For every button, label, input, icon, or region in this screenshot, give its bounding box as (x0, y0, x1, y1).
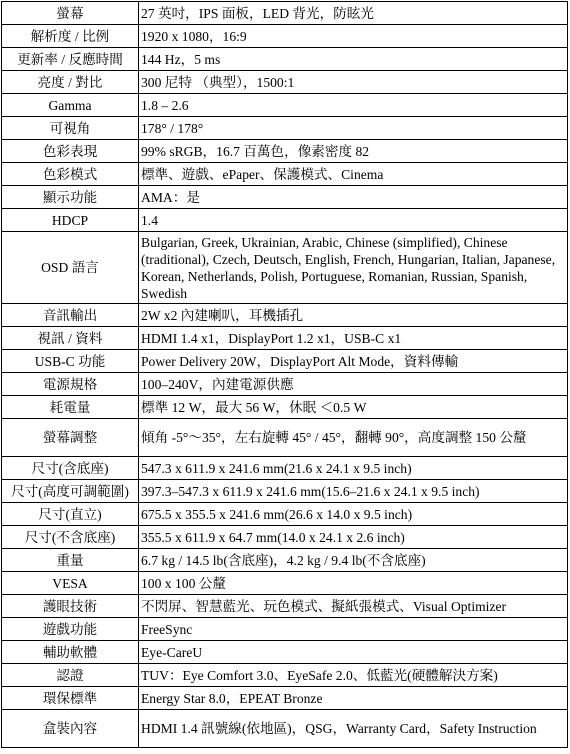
spec-value: 傾角 -5°～35°，左右旋轉 45° / 45°，翻轉 90°，高度調整 150 公釐 (139, 419, 568, 457)
spec-label: 耗電量 (2, 396, 139, 419)
spec-label: 音訊輸出 (2, 304, 139, 327)
spec-label: 護眼技術 (2, 595, 139, 618)
table-row (2, 526, 568, 549)
spec-label: 尺寸(高度可調範圍) (2, 480, 139, 503)
table-row (2, 2, 568, 25)
spec-value: HDMI 1.4 x1，DisplayPort 1.2 x1，USB-C x1 (139, 327, 568, 350)
spec-value: TUV：Eye Comfort 3.0、EyeSafe 2.0、低藍光(硬體解決方案) (139, 664, 568, 687)
table-row (2, 94, 568, 117)
spec-value: 27 英吋，IPS 面板，LED 背光，防眩光 (139, 2, 568, 25)
spec-value: Eye-CareU (139, 641, 568, 664)
spec-label: 輔助軟體 (2, 641, 139, 664)
spec-value: 178° / 178° (139, 117, 568, 140)
spec-label: OSD 語言 (2, 232, 139, 304)
table-row (2, 480, 568, 503)
spec-label: 盒裝內容 (2, 710, 139, 748)
spec-value: 1920 x 1080，16:9 (139, 25, 568, 48)
spec-value: 1.4 (139, 209, 568, 232)
spec-value: 300 尼特 （典型），1500:1 (139, 71, 568, 94)
spec-label: 尺寸(不含底座) (2, 526, 139, 549)
table-row (2, 710, 568, 748)
spec-value: 675.5 x 355.5 x 241.6 mm(26.6 x 14.0 x 9.5 inch) (139, 503, 568, 526)
spec-label: Gamma (2, 94, 139, 117)
table-row (2, 664, 568, 687)
spec-value: 1.8 – 2.6 (139, 94, 568, 117)
spec-value: 6.7 kg / 14.5 lb(含底座)，4.2 kg / 9.4 lb(不含底座) (139, 549, 568, 572)
spec-value: Energy Star 8.0，EPEAT Bronze (139, 687, 568, 710)
spec-value: 不閃屏、智慧藍光、玩色模式、擬紙張模式、Visual Optimizer (139, 595, 568, 618)
spec-value: 2W x2 內建喇叭，耳機插孔 (139, 304, 568, 327)
spec-label: 尺寸(直立) (2, 503, 139, 526)
spec-label: 重量 (2, 549, 139, 572)
spec-label: 顯示功能 (2, 186, 139, 209)
table-row (2, 503, 568, 526)
spec-value: 標準、遊戲、ePaper、保護模式、Cinema (139, 163, 568, 186)
spec-label: HDCP (2, 209, 139, 232)
table-row (2, 572, 568, 595)
spec-label: 尺寸(含底座) (2, 457, 139, 480)
table-row (2, 304, 568, 327)
table-row (2, 25, 568, 48)
spec-label: 色彩模式 (2, 163, 139, 186)
table-row (2, 373, 568, 396)
spec-value: 547.3 x 611.9 x 241.6 mm(21.6 x 24.1 x 9.5 inch) (139, 457, 568, 480)
spec-value: FreeSync (139, 618, 568, 641)
table-row (2, 48, 568, 71)
table-row (2, 549, 568, 572)
spec-label: USB-C 功能 (2, 350, 139, 373)
table-row (2, 396, 568, 419)
spec-label: VESA (2, 572, 139, 595)
spec-label: 螢幕 (2, 2, 139, 25)
table-row (2, 209, 568, 232)
table-row (2, 186, 568, 209)
spec-label: 視訊 / 資料 (2, 327, 139, 350)
spec-value: AMA：是 (139, 186, 568, 209)
spec-label: 可視角 (2, 117, 139, 140)
spec-value: Bulgarian, Greek, Ukrainian, Arabic, Chinese (simplified), Chinese (traditional), Czech, Deutsch, English, French, Hungarian, Italian, Japanese, Korean, Netherlands, Polish, Portuguese, Romanian, Russian, Spanish, Swedish (139, 232, 568, 304)
table-row (2, 641, 568, 664)
table-row (2, 595, 568, 618)
table-row (2, 327, 568, 350)
spec-value: 100 x 100 公釐 (139, 572, 568, 595)
spec-value: 100–240V，內建電源供應 (139, 373, 568, 396)
table-row (2, 163, 568, 186)
spec-label: 更新率 / 反應時間 (2, 48, 139, 71)
spec-label: 解析度 / 比例 (2, 25, 139, 48)
spec-label: 認證 (2, 664, 139, 687)
table-row (2, 71, 568, 94)
spec-label: 螢幕調整 (2, 419, 139, 457)
table-row (2, 457, 568, 480)
spec-value: 99% sRGB，16.7 百萬色，像素密度 82 (139, 140, 568, 163)
table-row (2, 117, 568, 140)
spec-label: 色彩表現 (2, 140, 139, 163)
table-row (2, 232, 568, 304)
table-row (2, 350, 568, 373)
spec-value: HDMI 1.4 訊號線(依地區)，QSG，Warranty Card，Safety Instruction (139, 710, 568, 748)
spec-label: 環保標準 (2, 687, 139, 710)
table-row (2, 687, 568, 710)
table-row (2, 618, 568, 641)
spec-label: 電源規格 (2, 373, 139, 396)
spec-value: 355.5 x 611.9 x 64.7 mm(14.0 x 24.1 x 2.6 inch) (139, 526, 568, 549)
spec-label: 亮度 / 對比 (2, 71, 139, 94)
spec-value: 397.3–547.3 x 611.9 x 241.6 mm(15.6–21.6 x 24.1 x 9.5 inch) (139, 480, 568, 503)
spec-value: 144 Hz，5 ms (139, 48, 568, 71)
spec-table (1, 1, 568, 748)
spec-value: Power Delivery 20W，DisplayPort Alt Mode，資料傳輸 (139, 350, 568, 373)
spec-value: 標準 12 W，最大 56 W，休眠 ＜0.5 W (139, 396, 568, 419)
table-row (2, 419, 568, 457)
table-row (2, 140, 568, 163)
spec-label: 遊戲功能 (2, 618, 139, 641)
